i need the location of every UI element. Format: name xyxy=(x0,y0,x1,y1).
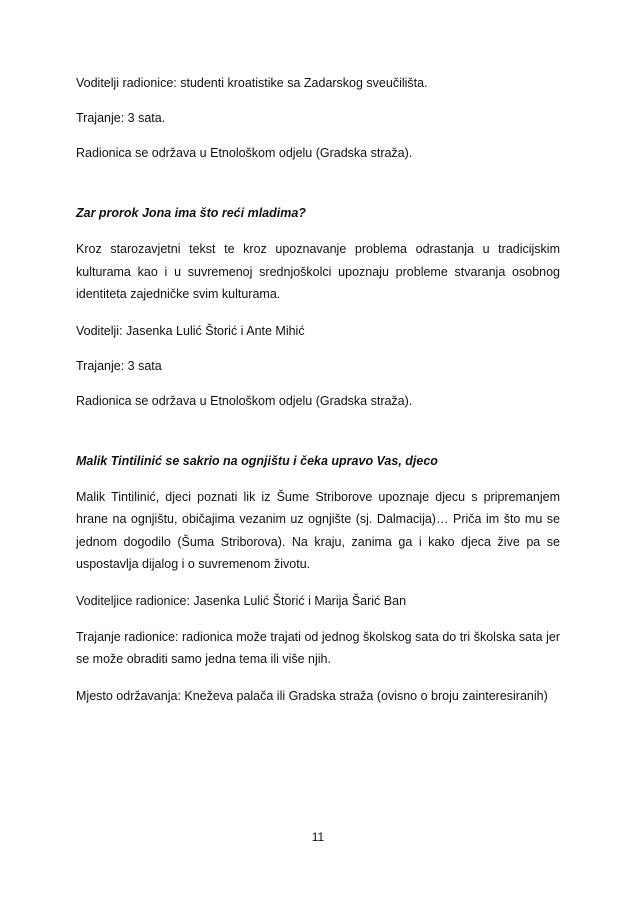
intro-duration: Trajanje: 3 sata. xyxy=(76,111,166,125)
workshop-jona-leaders: Voditelji: Jasenka Lulić Štorić i Ante Mihić xyxy=(76,323,305,338)
workshop-malik-duration: Trajanje radionice: radionica može trajati od jednog školskog sata do tri školska sata jer se može obraditi samo jedna tema ili više njih. xyxy=(76,629,560,666)
workshop-malik-description: Malik Tintilinić, djeci poznati lik iz Šume Striborove upoznaje djecu s pripremanjem hrane na ognjištu, običajima vezanim uz ognjište (sj. Dalmacija)… Priča im što mu se jednom dogodilo (Šuma Striborova). Na kraju, zanima ga i kako djeca žive pa se uspostavlja dijalog i o suvremenom životu. xyxy=(76,489,560,571)
workshop-malik-leaders: Voditeljice radionice: Jasenka Lulić Štorić i Marija Šarić Ban xyxy=(76,593,407,608)
workshop-jona-description: Kroz starozavjetni tekst te kroz upoznavanje problema odrastanja u tradicijskim kulturama kao i u suvremenoj srednjoškolci upoznaju probleme stvaranja osobnog identiteta zajedničke svim kulturama. xyxy=(76,242,560,301)
page-number: 11 xyxy=(311,830,325,844)
workshop-jona-title: Zar prorok Jona ima što reći mladima? xyxy=(76,206,306,220)
page-content xyxy=(76,70,560,709)
workshop-malik-location: Mjesto održavanja: Kneževa palača ili Gradska straža (ovisno o broju zainteresiranih) xyxy=(76,688,548,703)
intro-leaders: Voditelji radionice: studenti kroatistike sa Zadarskog sveučilišta. xyxy=(76,76,428,90)
intro-location: Radionica se održava u Etnološkom odjelu (Gradska straža). xyxy=(76,146,413,160)
workshop-jona-location: Radionica se održava u Etnološkom odjelu (Gradska straža). xyxy=(76,393,413,408)
workshop-jona-duration: Trajanje: 3 sata xyxy=(76,358,162,373)
workshop-malik-title: Malik Tintilinić se sakrio na ognjištu i čeka upravo Vas, djeco xyxy=(76,453,438,468)
